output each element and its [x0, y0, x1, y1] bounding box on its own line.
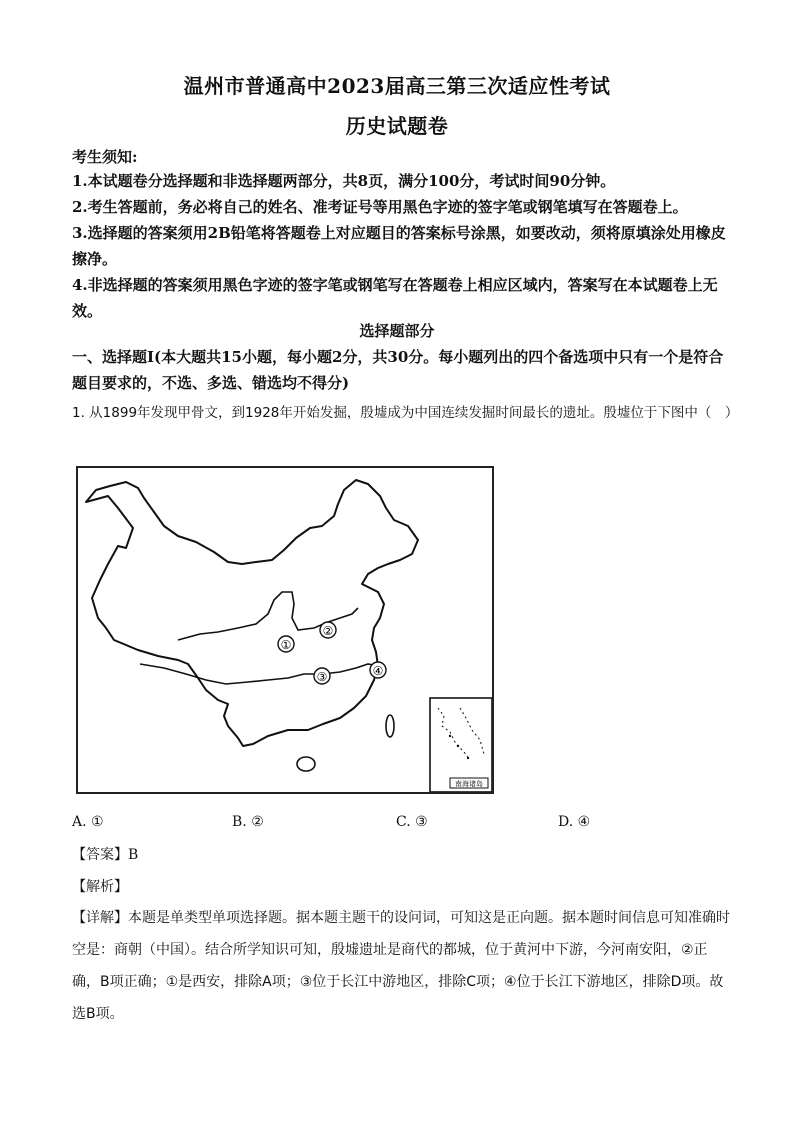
notice-list [72, 168, 732, 324]
marker-2 [320, 622, 336, 638]
option-d[interactable]: D. ④ [558, 814, 591, 830]
exam-title: 温州市普通高中2023届高三第三次适应性考试 [183, 74, 611, 98]
china-map-drawing [78, 468, 492, 792]
option-a[interactable]: A. ① [72, 814, 104, 830]
answer-line: 【答案】B [72, 847, 139, 863]
section-title: 选择题部分 [359, 322, 435, 340]
marker-1 [278, 636, 294, 652]
option-c[interactable]: C. ③ [396, 814, 428, 830]
notice-item: 1.本试题卷分选择题和非选择题两部分，共8页，满分100分，考试时间90分钟。 [72, 172, 616, 190]
notice-item: 3.选择题的答案须用2B铅笔将答题卷上对应题目的答案标号涂黑，如要改动，须将原填涂处用橡皮擦净。 [72, 224, 726, 268]
exam-subtitle: 历史试题卷 [345, 114, 449, 138]
detail-explanation: 【详解】本题是单类型单项选择题。据本题主题干的设问词，可知这是正向题。据本题时间信息可知准确时空是：商朝（中国）。结合所学知识可知，殷墟遗址是商代的都城，位于黄河中下游，今河南安阳，②正确，B项正确；①是西安，排除A项；③位于长江中游地区，排除C项；④位于长江下游地区，排除D项。故选B项。 [72, 910, 730, 1022]
south-sea-inset [430, 698, 492, 792]
option-b[interactable]: B. ② [232, 814, 264, 830]
notice-item: 4.非选择题的答案须用黑色字迹的签字笔或钢笔写在答题卷上相应区域内，答案写在本试题卷上无效。 [72, 276, 718, 320]
marker-1-label: ① [280, 638, 292, 652]
marker-3 [314, 668, 330, 684]
analysis-label: 【解析】 [72, 879, 128, 895]
notice-heading: 考生须知: [72, 148, 138, 166]
marker-4 [370, 662, 386, 678]
marker-2-label: ② [322, 624, 334, 638]
marker-3-label: ③ [316, 670, 328, 684]
part-instructions: 一、选择题I(本大题共15小题，每小题2分，共30分。每小题列出的四个备选项中只有一个是符合题目要求的，不选、多选、错选均不得分) [72, 348, 724, 392]
inset-label: 南海诸岛 [455, 780, 483, 788]
china-map [76, 466, 494, 794]
notice-item: 2.考生答题前，务必将自己的姓名、准考证号等用黑色字迹的签字笔或钢笔填写在答题卷上。 [72, 198, 688, 216]
marker-4-label: ④ [372, 664, 384, 678]
question-stem: 1. 从1899年发现甲骨文，到1928年开始发掘，殷墟成为中国连续发掘时间最长的遗址。殷墟位于下图中（ ） [72, 405, 739, 421]
